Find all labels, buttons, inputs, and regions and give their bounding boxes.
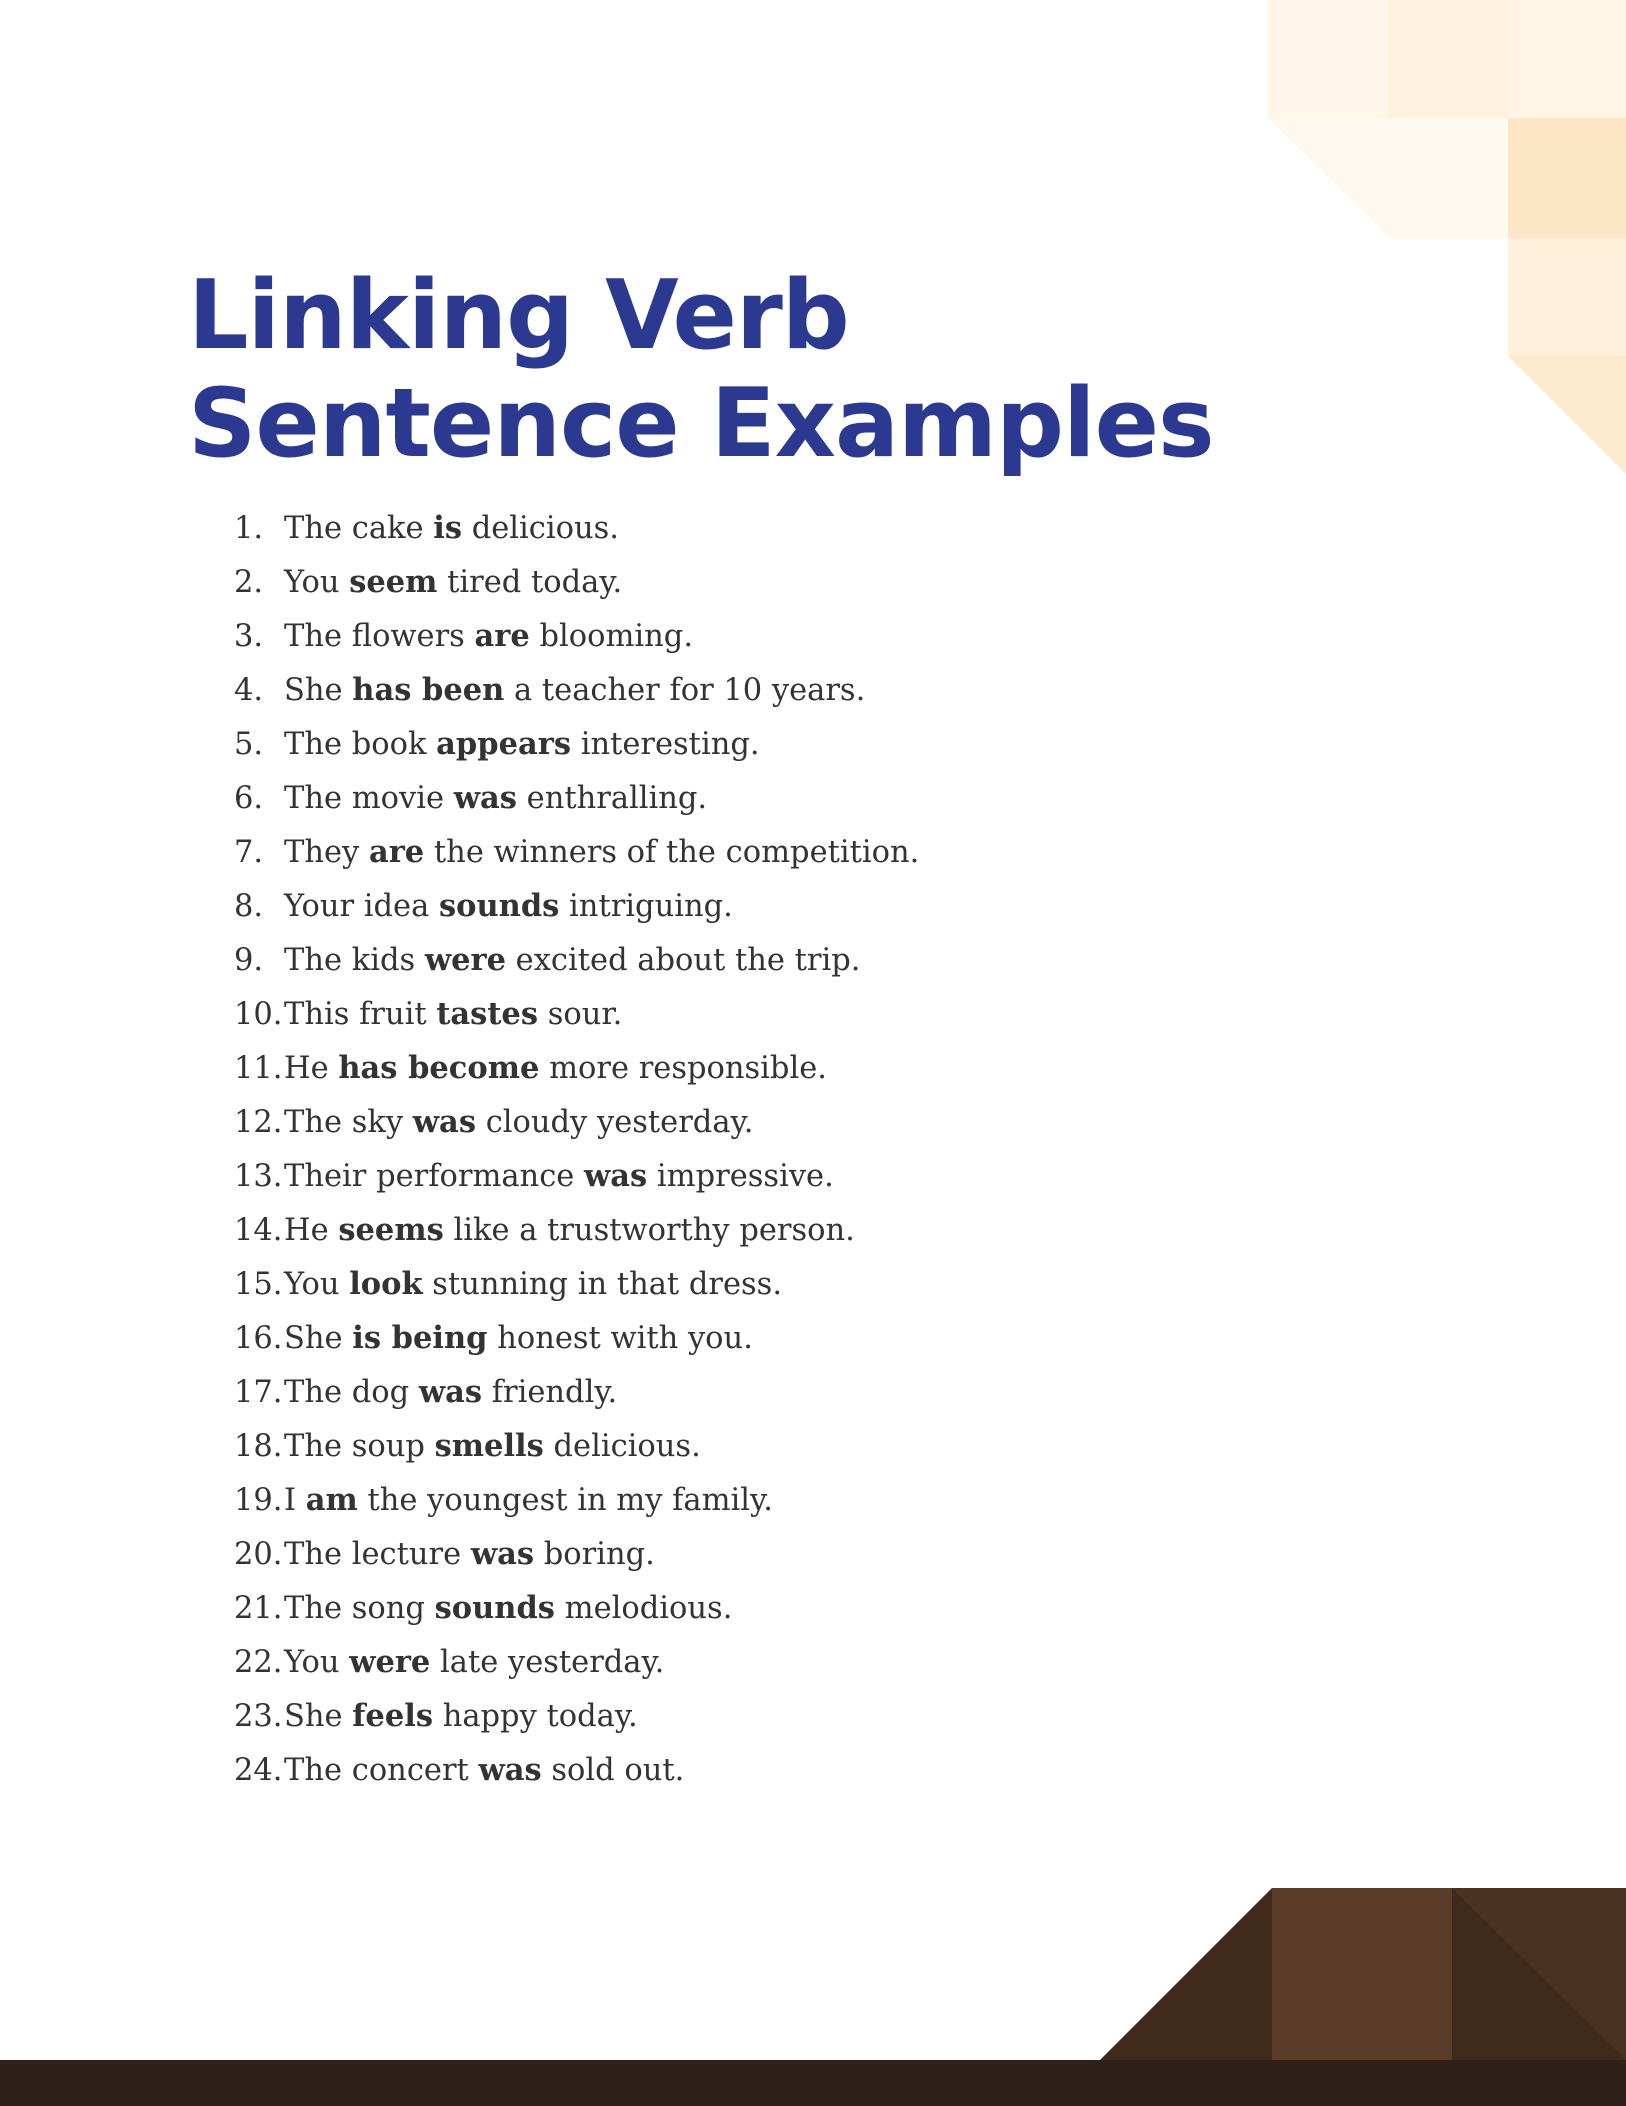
- page-title: [188, 262, 1288, 478]
- item-text-after: tired today.: [437, 565, 623, 600]
- example-list: [234, 501, 919, 1797]
- linking-verb: has become: [338, 1050, 540, 1086]
- list-item: [234, 1149, 919, 1203]
- item-text-after: intriguing.: [559, 889, 733, 924]
- linking-verb: sounds: [434, 1590, 555, 1626]
- linking-verb: are: [368, 834, 425, 870]
- item-text-after: interesting.: [571, 727, 760, 762]
- item-text-before: The concert: [284, 1753, 479, 1788]
- linking-verb: look: [349, 1266, 423, 1302]
- list-item: [234, 555, 919, 609]
- list-item: [234, 1581, 919, 1635]
- item-number: 17.: [234, 1375, 283, 1410]
- title-line-1: Linking Verb: [188, 261, 849, 371]
- linking-verb: was: [584, 1158, 648, 1194]
- item-number: 8.: [234, 889, 264, 924]
- item-number: 22.: [234, 1645, 283, 1680]
- list-item: [234, 1041, 919, 1095]
- linking-verb: seem: [349, 564, 438, 600]
- item-number: 11.: [234, 1051, 283, 1086]
- item-number: 4.: [234, 673, 264, 708]
- list-item: [234, 987, 919, 1041]
- item-number: 23.: [234, 1699, 283, 1734]
- item-text-before: She: [284, 1699, 353, 1734]
- item-number: 9.: [234, 943, 264, 978]
- item-text-after: friendly.: [482, 1375, 618, 1410]
- item-number: 13.: [234, 1159, 283, 1194]
- list-item: [234, 933, 919, 987]
- linking-verb: was: [412, 1104, 476, 1140]
- item-text-after: melodious.: [554, 1591, 733, 1626]
- item-text-before: You: [284, 1267, 350, 1302]
- item-text-before: The kids: [284, 943, 425, 978]
- linking-verb: were: [349, 1644, 431, 1680]
- list-item: [234, 1095, 919, 1149]
- list-item: [234, 1473, 919, 1527]
- linking-verb: appears: [436, 726, 571, 762]
- item-number: 7.: [234, 835, 264, 870]
- item-text-before: You: [284, 565, 350, 600]
- item-text-after: boring.: [534, 1537, 655, 1572]
- list-item: [234, 1203, 919, 1257]
- item-text-before: She: [284, 673, 353, 708]
- item-number: 21.: [234, 1591, 283, 1626]
- list-item: [234, 1419, 919, 1473]
- item-text-before: The book: [284, 727, 437, 762]
- linking-verb: feels: [352, 1698, 433, 1734]
- item-number: 16.: [234, 1321, 283, 1356]
- item-text-before: The flowers: [284, 619, 475, 654]
- item-number: 10.: [234, 997, 283, 1032]
- list-item: [234, 609, 919, 663]
- item-text-after: the youngest in my family.: [357, 1483, 773, 1518]
- list-item: [234, 771, 919, 825]
- bottom-right-tile-pattern: [1100, 1888, 1626, 2060]
- list-item: [234, 1527, 919, 1581]
- list-item: [234, 879, 919, 933]
- item-text-before: You: [284, 1645, 350, 1680]
- item-number: 18.: [234, 1429, 283, 1464]
- item-text-after: sold out.: [541, 1753, 685, 1788]
- item-text-after: enthralling.: [516, 781, 708, 816]
- item-number: 14.: [234, 1213, 283, 1248]
- item-text-before: The soup: [284, 1429, 435, 1464]
- item-text-after: late yesterday.: [430, 1645, 665, 1680]
- item-text-before: He: [284, 1213, 339, 1248]
- item-text-before: I: [284, 1483, 306, 1518]
- linking-verb: has been: [352, 672, 505, 708]
- item-text-before: The movie: [284, 781, 454, 816]
- item-number: 5.: [234, 727, 264, 762]
- bottom-band: [0, 2060, 1626, 2106]
- list-item: [234, 663, 919, 717]
- list-item: [234, 717, 919, 771]
- item-text-after: excited about the trip.: [505, 943, 861, 978]
- item-text-after: impressive.: [647, 1159, 834, 1194]
- linking-verb: sounds: [438, 888, 560, 924]
- list-item: [234, 1365, 919, 1419]
- item-text-before: She: [284, 1321, 353, 1356]
- item-text-before: Your idea: [284, 889, 439, 924]
- item-number: 2.: [234, 565, 264, 600]
- item-text-after: delicious.: [543, 1429, 701, 1464]
- item-text-before: The sky: [284, 1105, 413, 1140]
- item-text-after: sour.: [538, 997, 623, 1032]
- list-item: [234, 1743, 919, 1797]
- item-number: 24.: [234, 1753, 283, 1788]
- item-text-after: like a trustworthy person.: [443, 1213, 855, 1248]
- list-item: [234, 1311, 919, 1365]
- item-text-after: a teacher for 10 years.: [504, 673, 866, 708]
- item-text-after: blooming.: [529, 619, 694, 654]
- list-item: [234, 1257, 919, 1311]
- linking-verb: seems: [338, 1212, 444, 1248]
- linking-verb: is: [433, 510, 462, 546]
- item-text-after: more responsible.: [539, 1051, 827, 1086]
- linking-verb: was: [418, 1374, 483, 1410]
- item-text-before: He: [284, 1051, 339, 1086]
- item-number: 1.: [234, 511, 264, 546]
- linking-verb: are: [474, 618, 530, 654]
- item-text-after: honest with you.: [487, 1321, 753, 1356]
- linking-verb: is being: [352, 1320, 488, 1356]
- item-number: 19.: [234, 1483, 283, 1518]
- item-text-before: They: [284, 835, 369, 870]
- item-text-before: The cake: [284, 511, 434, 546]
- list-item: [234, 501, 919, 555]
- linking-verb: smells: [434, 1428, 544, 1464]
- item-text-before: The lecture: [284, 1537, 471, 1572]
- item-number: 6.: [234, 781, 264, 816]
- linking-verb: was: [453, 780, 517, 816]
- item-text-after: stunning in that dress.: [422, 1267, 783, 1302]
- list-item: [234, 1635, 919, 1689]
- item-text-before: The dog: [284, 1375, 419, 1410]
- item-text-before: Their performance: [284, 1159, 585, 1194]
- title-line-2: Sentence Examples: [188, 369, 1214, 479]
- item-text-after: delicious.: [462, 511, 619, 546]
- linking-verb: was: [470, 1536, 535, 1572]
- item-text-before: This fruit: [284, 997, 437, 1032]
- item-text-after: the winners of the competition.: [424, 835, 920, 870]
- item-text-before: The song: [284, 1591, 435, 1626]
- linking-verb: tastes: [436, 996, 538, 1032]
- item-text-after: cloudy yesterday.: [476, 1105, 754, 1140]
- list-item: [234, 1689, 919, 1743]
- item-number: 3.: [234, 619, 264, 654]
- linking-verb: am: [305, 1482, 358, 1518]
- top-right-tile-pattern: [1268, 0, 1626, 474]
- item-number: 15.: [234, 1267, 283, 1302]
- linking-verb: were: [424, 942, 506, 978]
- item-number: 12.: [234, 1105, 283, 1140]
- item-number: 20.: [234, 1537, 283, 1572]
- linking-verb: was: [478, 1752, 542, 1788]
- list-item: [234, 825, 919, 879]
- item-text-after: happy today.: [433, 1699, 638, 1734]
